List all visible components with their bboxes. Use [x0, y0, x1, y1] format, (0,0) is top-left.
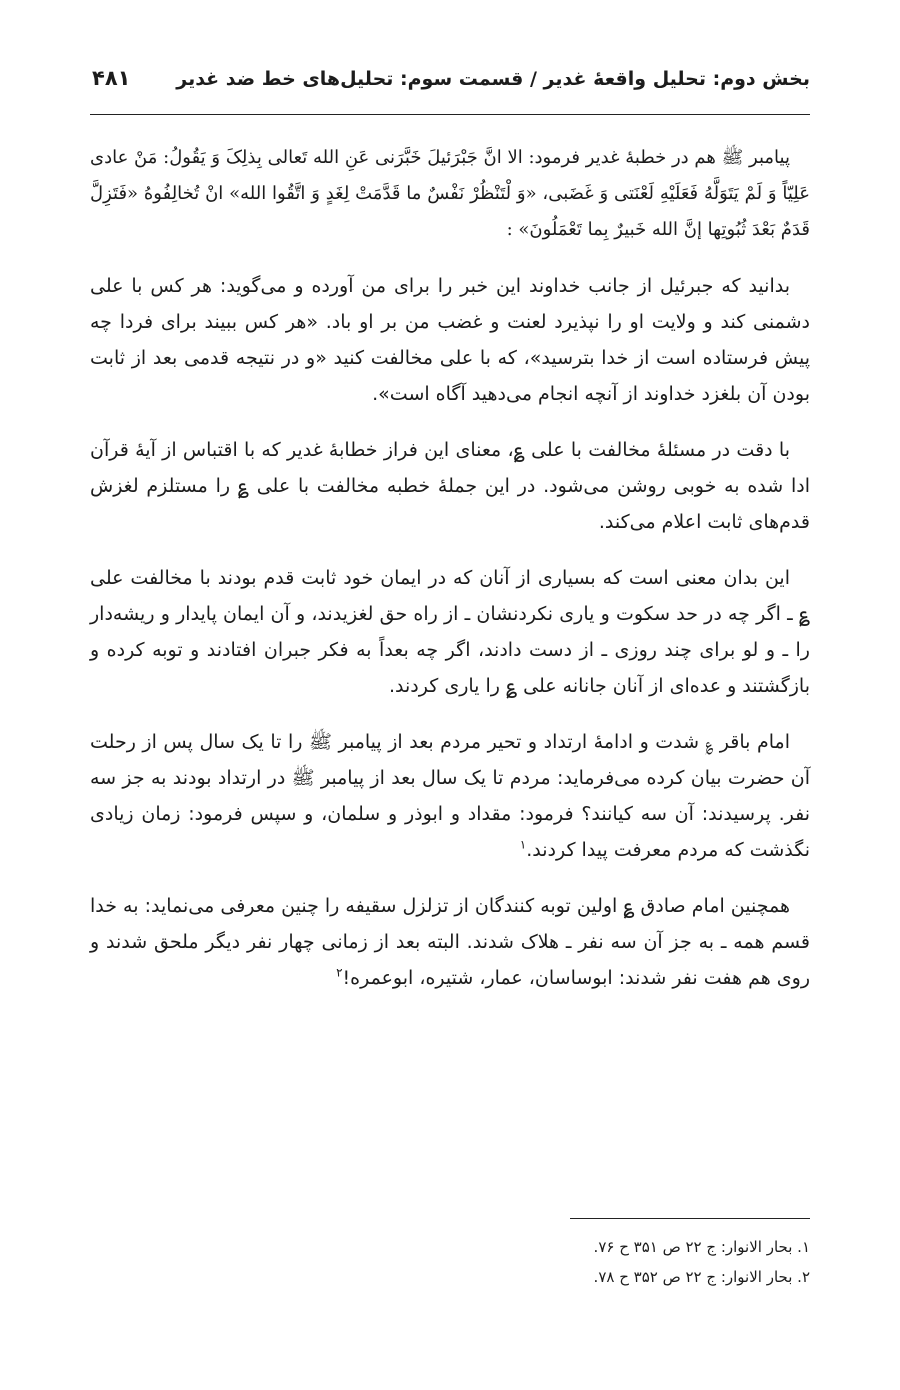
page-header — [90, 62, 810, 115]
paragraph-text: بدانید که جبرئیل از جانب خداوند این خبر را برای من آورده و می‌گوید: هر کس با علی دشمنی کند و ولایت او را نپذیرد لعنت و غضب من بر او باد. «هر کس ببیند برای فردا چه پیش فرستاده است از خدا بترسید»، که با علی مخالفت کنید «و در نتیجه قدمی بعد از ثابت بودن آن بلغزد خداوند از آنچه انجام می‌دهید آگاه است». — [90, 275, 810, 405]
footnote-divider — [570, 1218, 810, 1219]
paragraph-analysis — [90, 432, 810, 540]
running-title: بخش دوم: تحلیل واقعهٔ غدیر / قسمت سوم: تحلیل‌های خط ضد غدیر — [176, 68, 810, 90]
paragraph-text: با دقت در مسئلهٔ مخالفت با علی ؏، معنای این فراز خطابهٔ غدیر که با اقتباس از آیهٔ قرآن ادا شده به خوبی روشن می‌شود. در این جملهٔ خطبه مخالفت با علی ؏ را مستلزم لغزش قدم‌های ثابت اعلام می‌کند. — [90, 439, 810, 533]
paragraph-hadith-quote — [90, 140, 810, 248]
paragraph-explanation — [90, 560, 810, 704]
footnote-1: ۱. بحار الانوار: ج ۲۲ ص ۳۵۱ ح ۷۶. — [593, 1238, 810, 1256]
page-number: ۴۸۱ — [92, 66, 131, 90]
body-text — [90, 140, 810, 1016]
footnotes — [90, 1232, 810, 1292]
footnote-ref-1[interactable]: ۱ — [519, 837, 527, 852]
paragraph-imam-baqir — [90, 724, 810, 868]
footnote-2: ۲. بحار الانوار: ج ۲۲ ص ۳۵۲ ح ۷۸. — [593, 1268, 810, 1286]
book-page — [90, 0, 810, 1390]
paragraph-text: امام باقر ؏ شدت و ادامهٔ ارتداد و تحیر مردم بعد از پیامبر ﷺ را تا یک سال پس از رحلت آن حضرت بیان کرده می‌فرماید: مردم تا یک سال بعد از پیامبر ﷺ در ارتداد بودند به جز سه نفر. پرسیدند: آن سه کیانند؟ فرمود: مقداد و ابوذر و سلمان، و سپس فرمود: زمان زیادی نگذشت که مردم معرفت پیدا کردند. — [90, 731, 810, 861]
footnote-ref-2[interactable]: ۲ — [336, 965, 343, 980]
paragraph-text: همچنین امام صادق ؏ اولین توبه کنندگان از تزلزل سقیفه را چنین معرفی می‌نماید: به خدا قسم همه ـ به جز آن سه نفر ـ هلاک شدند. البته بعد از زمانی چهار نفر دیگر ملحق شدند و روی هم هفت نفر شدند: ابوساسان، عمار، شتیره، ابوعمره! — [90, 895, 810, 989]
paragraph-text: این بدان معنی است که بسیاری از آنان که در ایمان خود ثابت قدم بودند با مخالفت علی ؏ ـ اگر چه در حد سکوت و یاری نکردنشان ـ از راه حق لغزیدند، و آن ایمان پایدار و ریشه‌دار را ـ و لو برای چند روزی ـ از دست دادند، اگر چه بعداً به فکر جبران افتادند و توبه کرده و بازگشتند و عده‌ای از آنان جانانه علی ؏ را یاری کردند. — [90, 567, 810, 697]
paragraph-translation — [90, 268, 810, 412]
paragraph-text: پیامبر ﷺ هم در خطبهٔ غدیر فرمود: الا انَّ جَبْرَئیلَ خَبَّرَنی عَنِ الله تَعالی بِذلِکَ وَ یَقُولُ: مَنْ عادی عَلِیّاً وَ لَمْ یَتَوَلَّهُ فَعَلَیْهِ لَعْنَتی وَ غَضَبی، «وَ لْتَنْظُرْ نَفْسٌ ما قَدَّمَتْ لِغَدٍ وَ اتَّقُوا الله» انْ تُخالِفُوهُ «فَتَزِلَّ قَدَمٌ بَعْدَ ثُبُوتِها إنَّ الله خَبیرٌ بِما تَعْمَلُونَ» : — [90, 147, 810, 240]
paragraph-imam-sadiq — [90, 888, 810, 996]
